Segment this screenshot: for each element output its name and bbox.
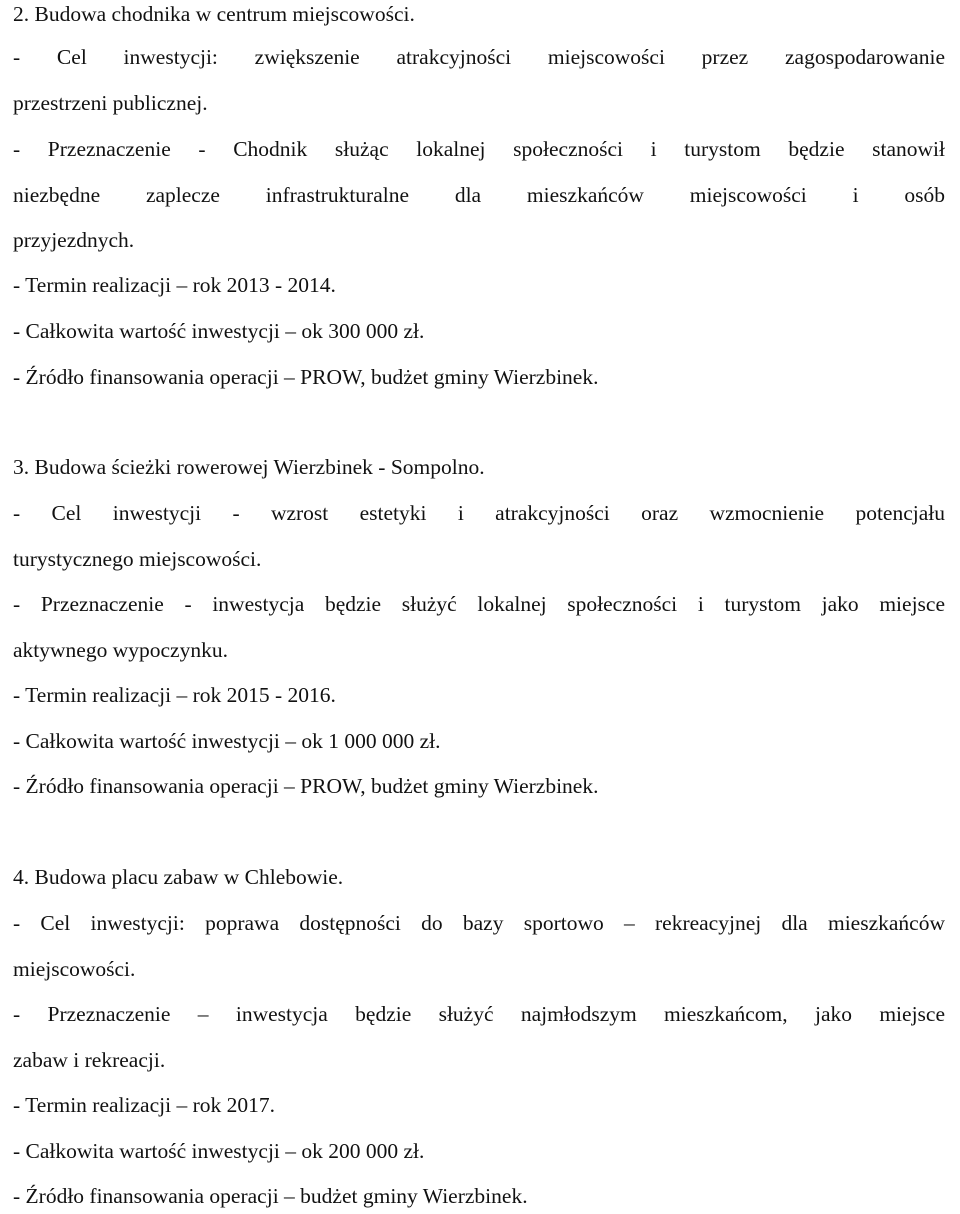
section-3-goal-line-1: - Cel inwestycji - wzrost estetyki i atrakcyjności oraz wzmocnienie potencjału [13, 501, 945, 525]
section-4-value: - Całkowita wartość inwestycji – ok 200 000 zł. [13, 1139, 425, 1163]
section-2-term: - Termin realizacji – rok 2013 - 2014. [13, 273, 336, 297]
section-3-purpose-line-2: aktywnego wypoczynku. [13, 638, 228, 662]
section-3-value: - Całkowita wartość inwestycji – ok 1 000 000 zł. [13, 729, 441, 753]
section-2-goal-line-2: przestrzeni publicznej. [13, 91, 208, 115]
section-3-purpose-line-1: - Przeznaczenie - inwestycja będzie służyć lokalnej społeczności i turystom jako miejsce [13, 592, 945, 616]
section-2-goal-line-1: - Cel inwestycji: zwiększenie atrakcyjności miejscowości przez zagospodarowanie [13, 45, 945, 69]
section-4-purpose-line-1: - Przeznaczenie – inwestycja będzie służyć najmłodszym mieszkańcom, jako miejsce [13, 1002, 945, 1026]
section-2-value: - Całkowita wartość inwestycji – ok 300 000 zł. [13, 319, 425, 343]
section-4-goal-line-1: - Cel inwestycji: poprawa dostępności do bazy sportowo – rekreacyjnej dla mieszkańców [13, 911, 945, 935]
section-3-heading: 3. Budowa ścieżki rowerowej Wierzbinek - Sompolno. [13, 455, 485, 479]
section-2-purpose-line-2: niezbędne zaplecze infrastrukturalne dla mieszkańców miejscowości i osób [13, 183, 945, 207]
section-2-funding: - Źródło finansowania operacji – PROW, budżet gminy Wierzbinek. [13, 365, 599, 389]
section-2-heading: 2. Budowa chodnika w centrum miejscowości. [13, 2, 415, 26]
section-4-purpose-line-2: zabaw i rekreacji. [13, 1048, 166, 1072]
section-2-purpose-line-1: - Przeznaczenie - Chodnik służąc lokalnej społeczności i turystom będzie stanowił [13, 137, 945, 161]
section-4-funding: - Źródło finansowania operacji – budżet gminy Wierzbinek. [13, 1184, 528, 1208]
section-4-goal-line-2: miejscowości. [13, 957, 136, 981]
section-3-funding: - Źródło finansowania operacji – PROW, budżet gminy Wierzbinek. [13, 774, 599, 798]
section-3-goal-line-2: turystycznego miejscowości. [13, 547, 262, 571]
section-3-term: - Termin realizacji – rok 2015 - 2016. [13, 683, 336, 707]
section-4-term: - Termin realizacji – rok 2017. [13, 1093, 275, 1117]
section-4-heading: 4. Budowa placu zabaw w Chlebowie. [13, 865, 344, 889]
section-2-purpose-line-3: przyjezdnych. [13, 228, 135, 252]
